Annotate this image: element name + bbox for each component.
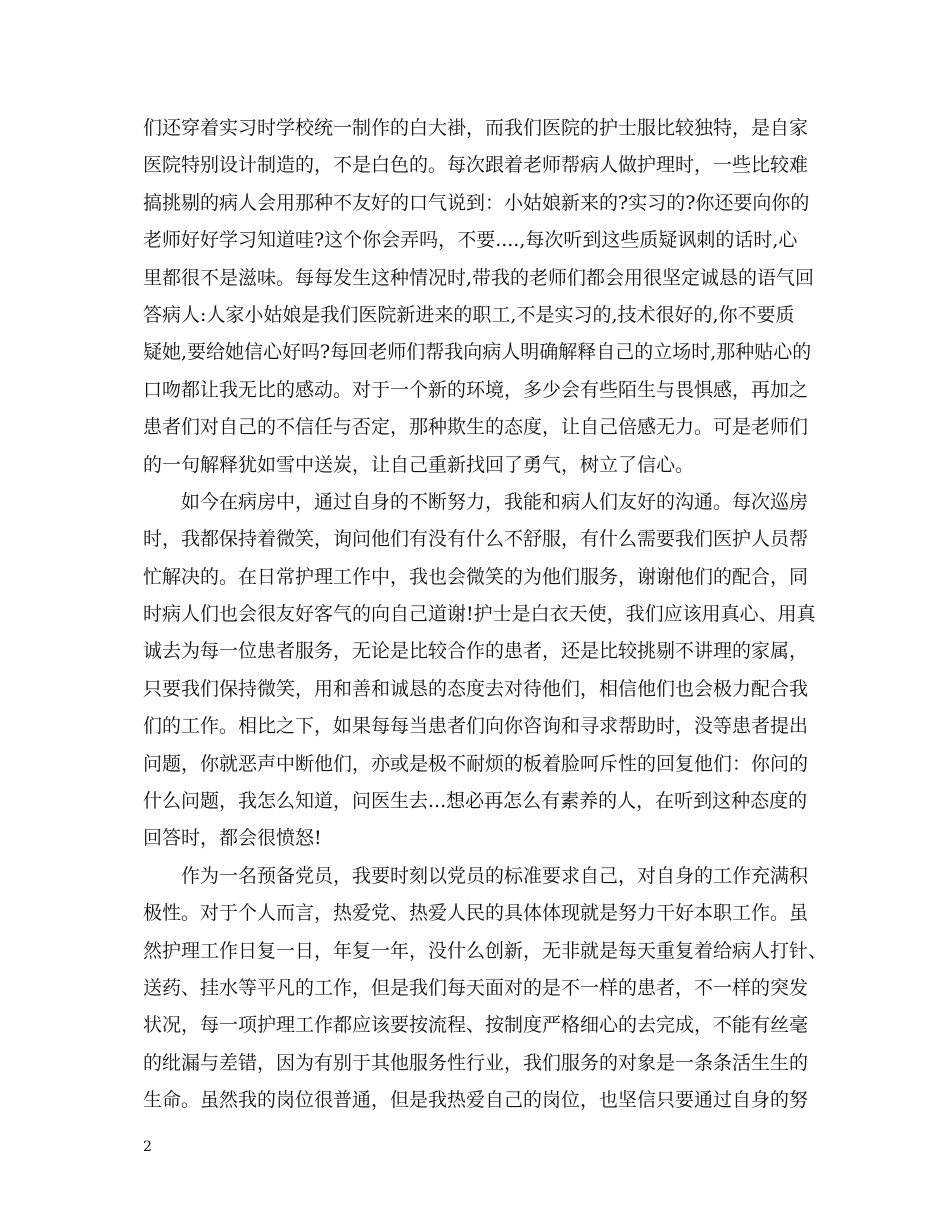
page-number: 2 bbox=[143, 1139, 152, 1155]
text-line: 什么问题，我怎么知道，问医生去...想必再怎么有素养的人，在听到这种态度的 bbox=[143, 790, 808, 813]
text-line: 状况，每一项护理工作都应该要按流程、按制度严格细心的去完成，不能有丝毫 bbox=[143, 1014, 809, 1037]
document-body bbox=[143, 110, 828, 1120]
text-line: 时病人们也会很友好客气的向自己道谢!护士是白衣天使，我们应该用真心、用真 bbox=[143, 603, 816, 626]
text-line: 送药、挂水等平凡的工作，但是我们每天面对的是不一样的患者，不一样的突发 bbox=[143, 976, 809, 999]
text-line: 的一句解释犹如雪中送炭，让自己重新找回了勇气，树立了信心。 bbox=[143, 453, 695, 476]
paragraph-first-line: 作为一名预备党员，我要时刻以党员的标准要求自己，对自身的工作充满积 bbox=[181, 864, 809, 887]
text-line: 患者们对自己的不信任与否定，那种欺生的态度，让自己倍感无力。可是老师们 bbox=[143, 416, 809, 439]
text-line: 的纰漏与差错，因为有别于其他服务性行业，我们服务的对象是一条条活生生的 bbox=[143, 1051, 809, 1074]
text-line: 老师好好学习知道哇?这个你会弄吗，不要....,每次听到这些质疑讽刺的话时,心 bbox=[143, 229, 798, 252]
paragraph-first-line: 如今在病房中，通过自身的不断努力，我能和病人们友好的沟通。每次巡房 bbox=[181, 490, 809, 513]
text-line: 问题，你就恶声中断他们，亦或是极不耐烦的板着脸呵斥性的回复他们：你问的 bbox=[143, 752, 809, 775]
text-line: 忙解决的。在日常护理工作中，我也会微笑的为他们服务，谢谢他们的配合，同 bbox=[143, 565, 809, 588]
text-line: 疑她,要给她信心好吗?每回老师们帮我向病人明确解释自己的立场时,那种贴心的 bbox=[143, 341, 812, 364]
text-line: 回答时，都会很愤怒! bbox=[143, 827, 322, 850]
text-line: 诚去为每一位患者服务，无论是比较合作的患者，还是比较挑剔不讲理的家属， bbox=[143, 640, 809, 663]
text-line: 医院特别设计制造的，不是白色的。每次跟着老师帮病人做护理时，一些比较难 bbox=[143, 154, 809, 177]
text-line: 极性。对于个人而言，热爱党、热爱人民的具体体现就是努力干好本职工作。虽 bbox=[143, 902, 809, 925]
text-line: 们的工作。相比之下，如果每每当患者们向你咨询和寻求帮助时，没等患者提出 bbox=[143, 715, 809, 738]
text-line: 只要我们保持微笑，用和善和诚恳的态度去对待他们，相信他们也会极力配合我 bbox=[143, 677, 809, 700]
text-line: 然护理工作日复一日，年复一年，没什么创新，无非就是每天重复着给病人打针、 bbox=[143, 939, 828, 962]
text-line: 时，我都保持着微笑，询问他们有没有什么不舒服，有什么需要我们医护人员帮 bbox=[143, 528, 809, 551]
text-line: 口吻都让我无比的感动。对于一个新的环境，多少会有些陌生与畏惧感，再加之 bbox=[143, 378, 809, 401]
text-line: 搞挑剔的病人会用那种不友好的口气说到：小姑娘新来的?实习的?你还要向你的 bbox=[143, 191, 810, 214]
text-line: 生命。虽然我的岗位很普通，但是我热爱自己的岗位，也坚信只要通过自身的努 bbox=[143, 1089, 809, 1112]
text-line: 里都很不是滋味。每每发生这种情况时,带我的老师们都会用很坚定诚恳的语气回 bbox=[143, 266, 815, 289]
text-line: 们还穿着实习时学校统一制作的白大褂，而我们医院的护士服比较独特，是自家 bbox=[143, 117, 809, 139]
text-line: 答病人:人家小姑娘是我们医院新进来的职工,不是实习的,技术很好的,你不要质 bbox=[143, 303, 795, 326]
